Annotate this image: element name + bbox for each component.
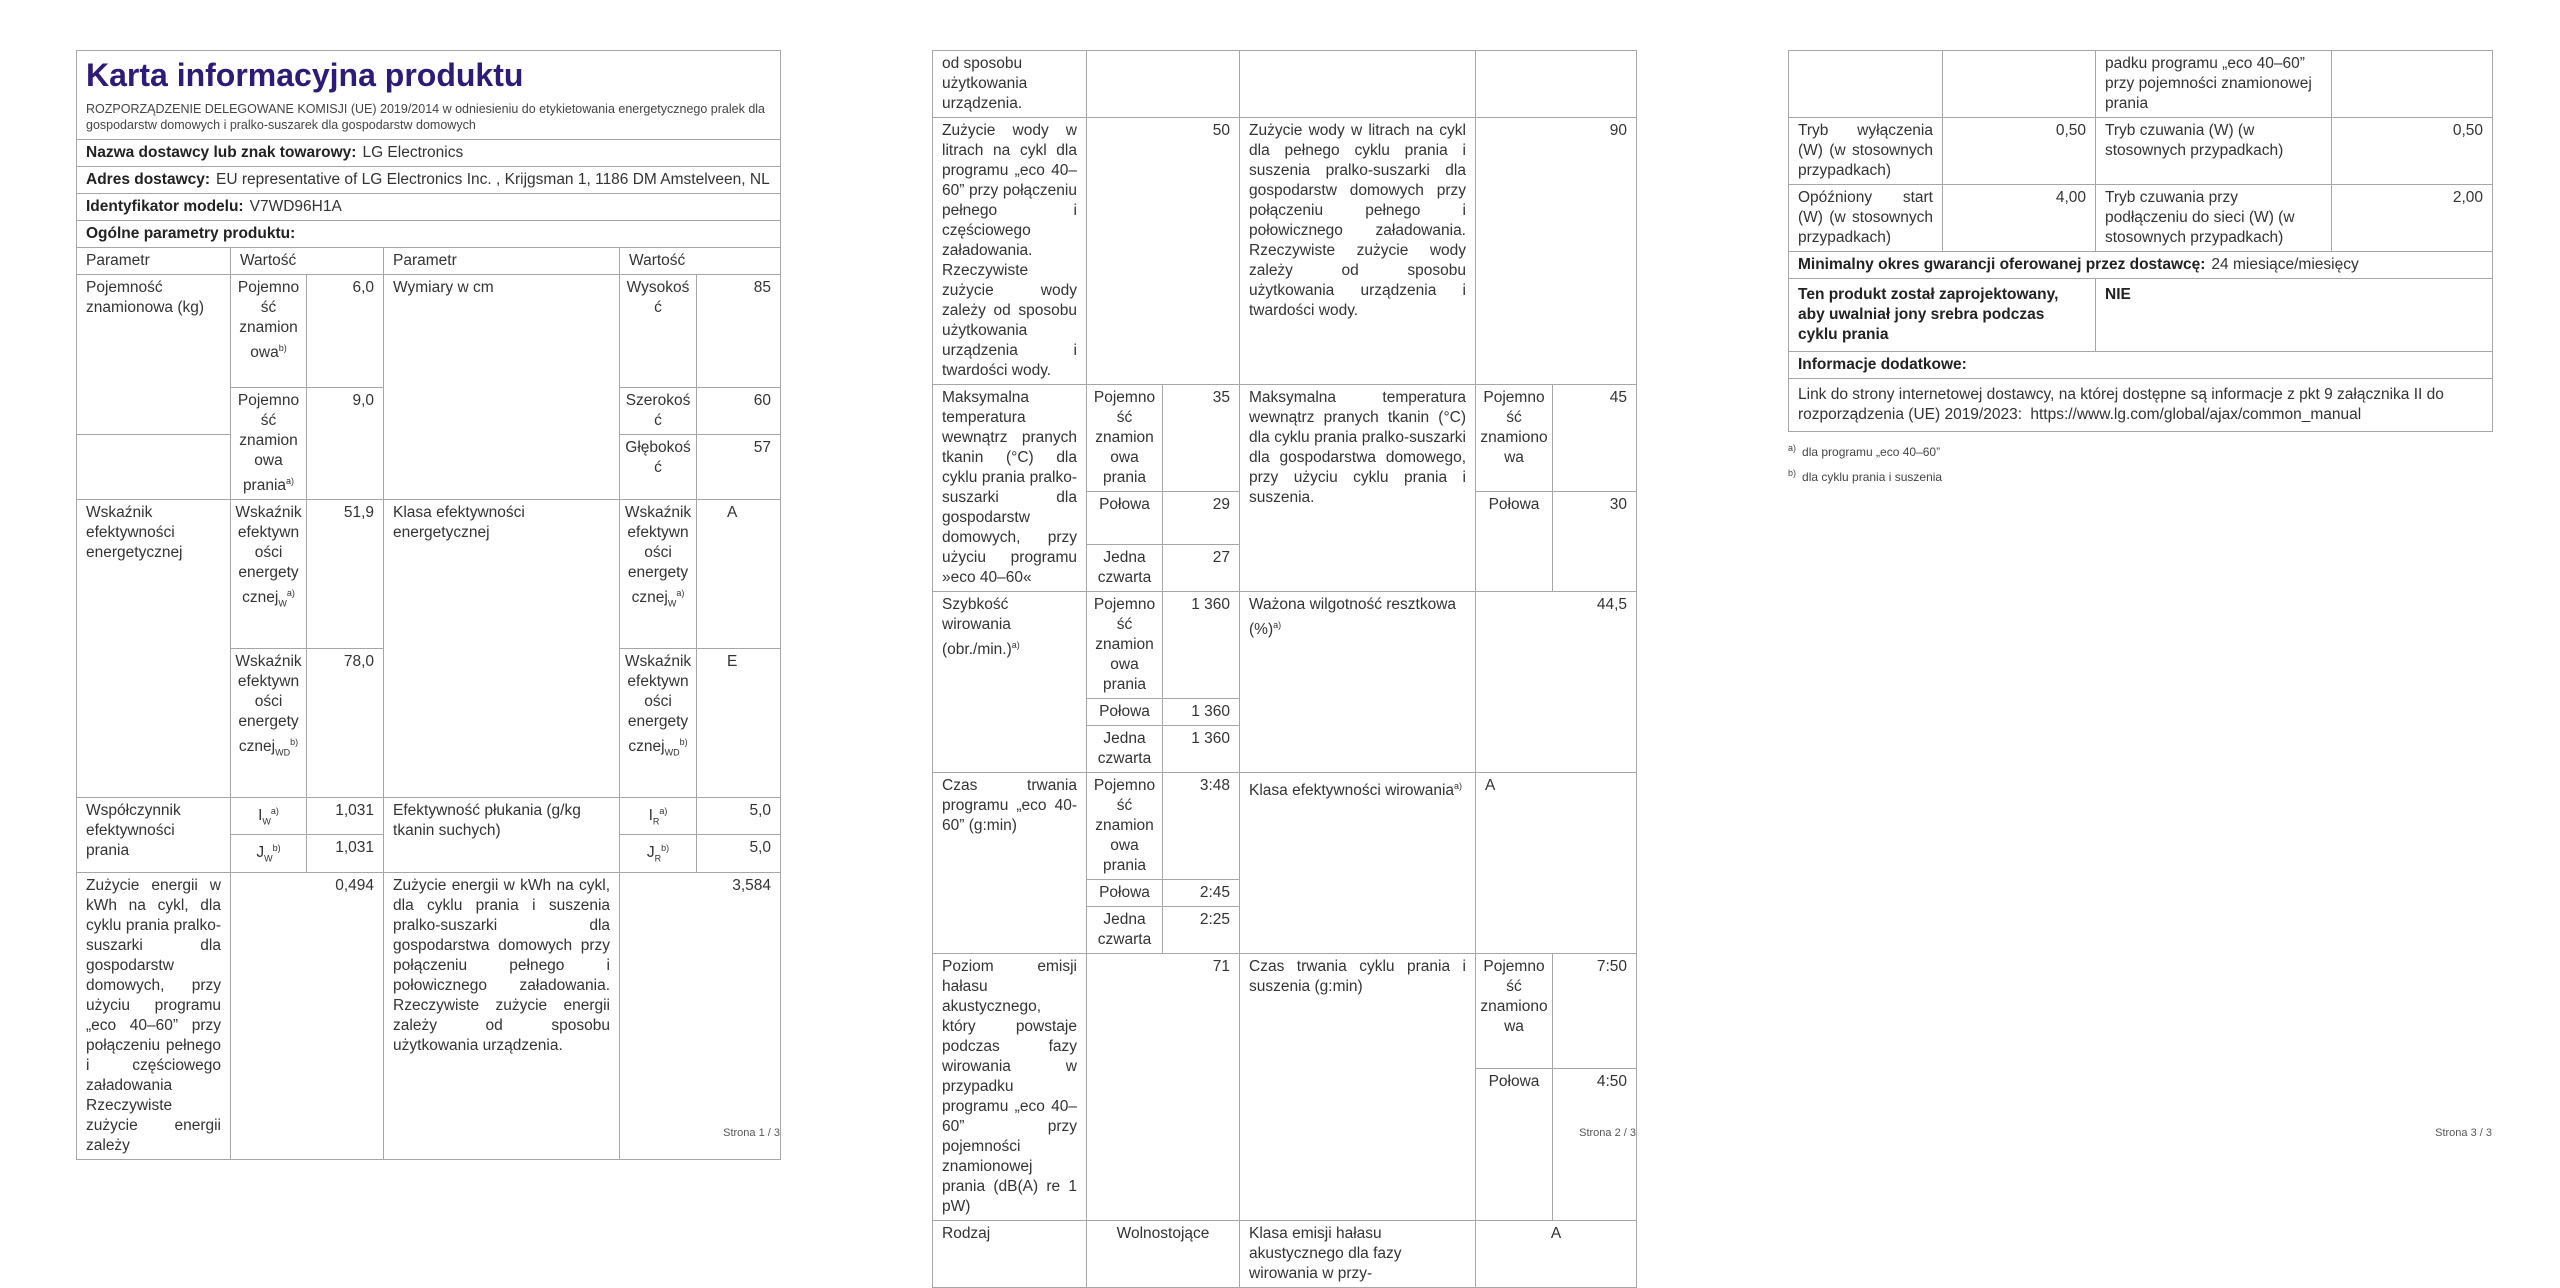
duration-wash-label: Czas trwania programu „eco 40-60” (g:min)	[933, 773, 1087, 954]
wash-jw-value: 1,031	[307, 835, 384, 872]
type-label: Rodzaj	[933, 1221, 1087, 1288]
supplier-link-url[interactable]: https://www.lg.com/global/ajax/common_manual	[2030, 406, 2362, 423]
dims-label: Wymiary w cm	[384, 275, 620, 500]
page1-params-table	[76, 247, 781, 1160]
noise-class-label: Klasa emisji hałasu akustycznego dla fazy wirowania w przy-	[1240, 1221, 1476, 1288]
energy-wash-continued-value	[1087, 51, 1240, 118]
spin-sub1: Pojemność znamionowa prania	[1087, 592, 1163, 699]
additional-info-label: Informacje dodatkowe:	[1789, 352, 2493, 379]
energy-washdry-continued-value	[1476, 51, 1637, 118]
temp-washdry-sub2: Połowa	[1476, 492, 1553, 592]
spin-val3: 1 360	[1163, 726, 1240, 773]
temp-washdry-label: Maksymalna temperatura wewnątrz pranych tkanin (°C) dla cyklu prania pralko-suszarki dla gospodarstwa domowego, przy użyciu cyklu prania i suszenia.	[1240, 385, 1476, 592]
silver-ions-value: NIE	[2096, 279, 2493, 352]
energy-wash-label: Zużycie energii w kWh na cykl, dla cyklu prania pralko-suszarki dla gospodarstw domowych, przy użyciu programu „eco 40–60” przy połączeniu pełnego i częściowego załadowania Rzeczywiste zużycie energii zależy	[77, 872, 231, 1159]
page2-params-table	[932, 50, 1637, 1288]
page-title: Karta informacyjna produktu	[86, 57, 524, 93]
standby-label: Tryb czuwania (W) (w stosownych przypadkach)	[2096, 118, 2332, 185]
capacity-val1: 6,0	[307, 275, 384, 388]
supplier-link-row	[1789, 379, 2493, 432]
off-mode-value: 0,50	[1943, 118, 2096, 185]
page-number-1: Strona 1 / 3	[723, 1127, 780, 1139]
temp-washdry-sub1: Pojemność znamionowa	[1476, 385, 1553, 492]
page3-params-table	[1788, 50, 2493, 432]
col-value-header-2: Wartość	[620, 248, 781, 275]
address-value: EU representative of LG Electronics Inc. , Krijgsman 1, 1186 DM Amstelveen, NL	[216, 171, 770, 188]
depth-value: 57	[697, 435, 781, 500]
model-row	[77, 194, 781, 221]
moisture-label: Ważona wilgotność resztkowa (%)$^{a)}$	[1240, 592, 1476, 773]
spin-sub2: Połowa	[1087, 699, 1163, 726]
capacity-sub1: Pojemność znamionowa$^{b)}$	[231, 275, 307, 388]
duration-wash-sub3: Jedna czwarta	[1087, 907, 1163, 954]
page1-header-table	[76, 50, 781, 248]
general-row	[77, 221, 781, 248]
wash-iw: $I_W^{a)}$	[231, 798, 307, 835]
energy-wash-continued: od sposobu użytkowania urządzenia.	[933, 51, 1087, 118]
energy-washdry-label: Zużycie energii w kWh na cykl, dla cyklu prania i suszenia pralko-suszarki dla gospodarstwa domowych przy połączeniu pełnego i połowicznego załadowania. Rzeczywiste zużycie energii zależy od sposobu użytkowania urządzenia.	[384, 872, 620, 1159]
duration-washdry-val1: 7:50	[1553, 954, 1637, 1069]
duration-wash-val2: 2:45	[1163, 880, 1240, 907]
spin-val2: 1 360	[1163, 699, 1240, 726]
eei-w-value: 51,9	[307, 500, 384, 649]
eei-wd-value: 78,0	[307, 649, 384, 798]
rinse-ir: $I_R^{a)}$	[620, 798, 697, 835]
capacity-sub2: Pojemność znamionowa prania$^{a)}$	[231, 388, 307, 500]
network-standby-label: Tryb czuwania przy podłączeniu do sieci (W) (w stosownych przypadkach)	[2096, 185, 2332, 252]
noise-class-cont-value	[2332, 51, 2493, 118]
off-mode-label: Tryb wyłączenia (W) (w stosownych przypadkach)	[1789, 118, 1943, 185]
eclass-wd-value: E	[697, 649, 781, 798]
wash-jw: $J_W^{b)}$	[231, 835, 307, 872]
col-param-header: Parametr	[77, 248, 231, 275]
water-wash-label: Zużycie wody w litrach na cykl dla programu „eco 40–60” przy połączeniu pełnego i częściowego załadowania. Rzeczywiste zużycie wody zależy od sposobu użytkowania urządzenia i twardości wody.	[933, 118, 1087, 385]
spin-val1: 1 360	[1163, 592, 1240, 699]
rinse-label: Efektywność płukania (g/kg tkanin suchych)	[384, 798, 620, 873]
spin-class-label: Klasa efektywności wirowania$^{a)}$	[1240, 773, 1476, 954]
col-param-header-2: Parametr	[384, 248, 620, 275]
spin-sub3: Jedna czwarta	[1087, 726, 1163, 773]
temp-wash-sub1: Pojemność znamionowa prania	[1087, 385, 1163, 492]
network-standby-value: 2,00	[2332, 185, 2493, 252]
regulation-text: ROZPORZĄDZENIE DELEGOWANE KOMISJI (UE) 2019/2014 w odniesieniu do etykietowania energetycznego pralek dla gospodarstw domowych i pralko-suszarek dla gospodarstw domowych	[86, 102, 765, 132]
rinse-jr: $J_R^{b)}$	[620, 835, 697, 872]
spin-label: Szybkość wirowania $(obr./\min.)^{a)}$	[933, 592, 1087, 773]
wash-label: Współczynnik efektywności prania	[77, 798, 231, 873]
temp-wash-val1: 35	[1163, 385, 1240, 492]
spin-class-value: A	[1476, 773, 1637, 954]
duration-washdry-label: Czas trwania cyklu prania i suszenia (g:min)	[1240, 954, 1476, 1221]
water-wash-value: 50	[1087, 118, 1240, 385]
address-label: Adres dostawcy:	[86, 171, 211, 188]
temp-wash-val2: 29	[1163, 492, 1240, 545]
delay-start-value: 4,00	[1943, 185, 2096, 252]
height-value: 85	[697, 275, 781, 388]
wash-iw-value: 1,031	[307, 798, 384, 835]
noise-value: 71	[1087, 954, 1240, 1221]
address-row	[77, 167, 781, 194]
noise-class-cont-value-left	[1943, 51, 2096, 118]
supplier-row	[77, 140, 781, 167]
general-label: Ogólne parametry produktu:	[86, 225, 296, 242]
energy-washdry-value: 3,584	[620, 872, 781, 1159]
temp-wash-val3: 27	[1163, 545, 1240, 592]
page-1	[76, 50, 780, 1154]
noise-class-cont-label-left	[1789, 51, 1943, 118]
temp-wash-label: Maksymalna temperatura wewnątrz pranych tkanin (°C) dla cyklu prania pralko-suszarki dla gospodarstw domowych, przy użyciu programu »eco 40–60«	[933, 385, 1087, 592]
footnote-a: $^{a)}$ dla programu „eco 40–60”	[1788, 443, 1941, 459]
eclass-w-value: A	[697, 500, 781, 649]
noise-class-value: A	[1476, 1221, 1637, 1288]
eclass-label: Klasa efektywności energetycznej	[384, 500, 620, 798]
warranty-row	[1789, 252, 2493, 279]
capacity-val2: 9,0	[307, 388, 384, 500]
supplier-label: Nazwa dostawcy lub znak towarowy:	[86, 144, 357, 161]
eclass-w-sub: Wskaźnik efektywności energetycznej$_W^{a)}$	[620, 500, 697, 649]
duration-wash-val1: 3:48	[1163, 773, 1240, 880]
silver-ions-label: Ten produkt został zaprojektowany, aby uwalniał jony srebra podczas cyklu prania	[1789, 279, 2096, 352]
model-label: Identyfikator modelu:	[86, 198, 244, 215]
rinse-jr-value: 5,0	[697, 835, 781, 872]
energy-wash-value: 0,494	[231, 872, 384, 1159]
type-value: Wolnostojące	[1087, 1221, 1240, 1288]
duration-wash-val3: 2:25	[1163, 907, 1240, 954]
page-3	[1788, 50, 2492, 1140]
width-value: 60	[697, 388, 781, 435]
warranty-label: Minimalny okres gwarancji oferowanej przez dostawcę:	[1798, 256, 2206, 273]
depth-label: Głębokość	[620, 435, 697, 500]
eclass-wd-sub: Wskaźnik efektywności energetycznej$_{WD}^{b)}$	[620, 649, 697, 798]
duration-wash-sub2: Połowa	[1087, 880, 1163, 907]
standby-value: 0,50	[2332, 118, 2493, 185]
temp-wash-sub2: Połowa	[1087, 492, 1163, 545]
duration-washdry-sub1: Pojemność znamionowa	[1476, 954, 1553, 1069]
noise-label: Poziom emisji hałasu akustycznego, który powstaje podczas fazy wirowania w przypadku programu „eco 40–60” przy pojemności znamionowej prania (dB(A) re 1 pW)	[933, 954, 1087, 1221]
delay-start-label: Opóźniony start (W) (w stosownych przypadkach)	[1789, 185, 1943, 252]
moisture-value: 44,5	[1476, 592, 1637, 773]
warranty-value: 24 miesiące/miesięcy	[2211, 256, 2359, 273]
width-label: Szerokość	[620, 388, 697, 435]
eei-w-sub: Wskaźnik efektywności energetycznej$_W^{a)}$	[231, 500, 307, 649]
col-value-header: Wartość	[231, 248, 384, 275]
energy-washdry-continued	[1240, 51, 1476, 118]
height-label: Wysokość	[620, 275, 697, 388]
eei-label: Wskaźnik efektywności energetycznej	[77, 500, 231, 798]
water-washdry-label: Zużycie wody w litrach na cykl dla pełnego cyklu prania i suszenia pralko-suszarki dla gospodarstw domowych przy połączeniu pełnego i połowicznego załadowania. Rzeczywiste zużycie wody zależy od sposobu użytkowania urządzenia i twardości wody.	[1240, 118, 1476, 385]
capacity-label: Pojemność znamionowa (kg)	[77, 275, 231, 435]
temp-wash-sub3: Jedna czwarta	[1087, 545, 1163, 592]
model-value: V7WD96H1A	[249, 198, 342, 215]
page-number-2: Strona 2 / 3	[1579, 1127, 1636, 1139]
temp-washdry-val2: 30	[1553, 492, 1637, 592]
duration-washdry-val2: 4:50	[1553, 1068, 1637, 1220]
noise-class-continued: padku programu „eco 40–60” przy pojemności znamionowej prania	[2096, 51, 2332, 118]
temp-washdry-val1: 45	[1553, 385, 1637, 492]
supplier-link-text: Link do strony internetowej dostawcy, na której dostępne są informacje z pkt 9 załącznika II do rozporządzenia (UE) 2019/2023:	[1798, 386, 2444, 423]
supplier-value: LG Electronics	[362, 144, 464, 161]
duration-washdry-sub2: Połowa	[1476, 1068, 1553, 1220]
title-cell	[77, 51, 781, 140]
water-washdry-value: 90	[1476, 118, 1637, 385]
capacity-label-fill	[77, 435, 231, 500]
footnotes	[1788, 438, 2492, 488]
rinse-ir-value: 5,0	[697, 798, 781, 835]
duration-wash-sub1: Pojemność znamionowa prania	[1087, 773, 1163, 880]
eei-wd-sub: Wskaźnik efektywności energetycznej$_{WD}^{b)}$	[231, 649, 307, 798]
footnote-b: $^{b)}$ dla cyklu prania i suszenia	[1788, 468, 1943, 484]
page-number-3: Strona 3 / 3	[2435, 1127, 2492, 1139]
page-2	[932, 50, 1636, 1282]
